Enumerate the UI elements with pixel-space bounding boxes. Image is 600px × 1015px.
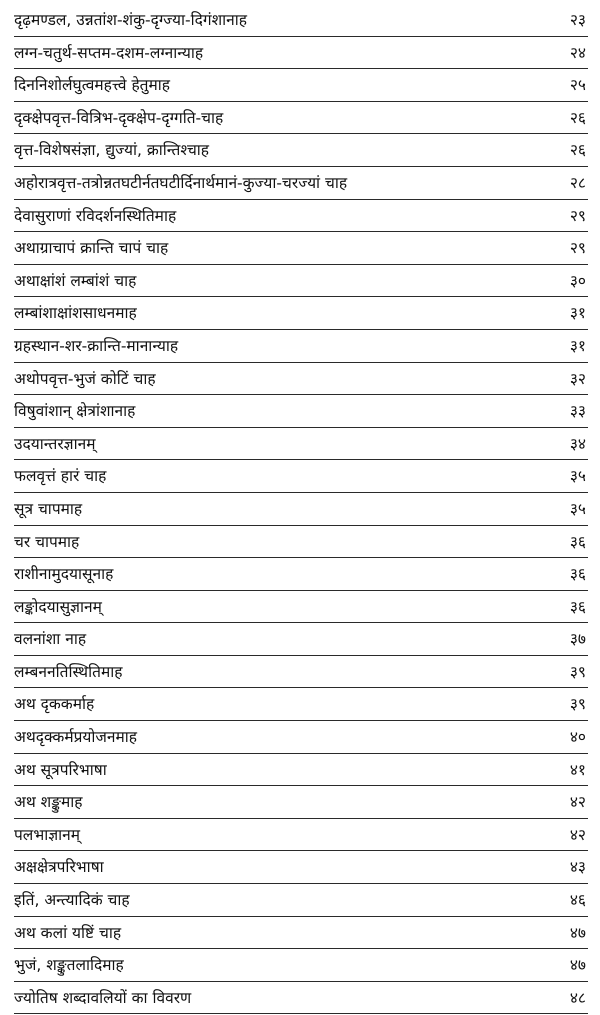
row-divider <box>14 199 588 200</box>
toc-entry-page-number: ३९ <box>569 662 586 681</box>
toc-entry <box>0 429 600 462</box>
row-divider <box>14 1013 588 1014</box>
toc-entry-title: अक्षक्षेत्रपरिभाषा <box>14 858 104 877</box>
toc-entry-title: चर चापमाह <box>14 532 80 551</box>
toc-entry-page-number: ३६ <box>569 565 586 584</box>
toc-entry <box>0 689 600 722</box>
toc-entry-title: ज्योतिष शब्दावलियों का विवरण <box>14 988 192 1007</box>
toc-entry-title: अथ सूत्रपरिभाषा <box>14 760 107 779</box>
row-divider <box>14 166 588 167</box>
row-divider <box>14 36 588 37</box>
toc-entry-title: लङ्कोदयासुज्ञानम् <box>14 597 102 616</box>
row-divider <box>14 818 588 819</box>
row-divider <box>14 916 588 917</box>
toc-entry-title: अथ कलां यष्टिं चाह <box>14 923 122 942</box>
toc-entry-title: दृढ़मण्डल, उन्नतांश-शंकु-दृग्ज्या-दिगंशानाह <box>14 11 248 29</box>
toc-entry-title: अथोपवृत्त-भुजं कोटिं चाह <box>14 369 156 388</box>
toc-entry <box>0 103 600 136</box>
toc-entry <box>0 38 600 71</box>
toc-entry-title: भुजं, शङ्कुतलादिमाह <box>14 956 124 975</box>
toc-entry-page-number: ३५ <box>569 467 586 486</box>
toc-entry <box>0 396 600 429</box>
toc-entry <box>0 527 600 560</box>
toc-entry <box>0 657 600 690</box>
toc-entry-page-number: ४१ <box>569 760 586 779</box>
toc-entry-page-number: २६ <box>569 108 586 127</box>
toc-entry-page-number: ४८ <box>569 988 586 1007</box>
toc-entry-title: लम्बननतिस्थितिमाह <box>14 662 123 681</box>
toc-entry-title: फलवृत्तं हारं चाह <box>14 467 107 486</box>
row-divider <box>14 459 588 460</box>
toc-entry-page-number: ४७ <box>569 956 586 975</box>
toc-entry-page-number: २६ <box>569 141 586 160</box>
row-divider <box>14 622 588 623</box>
row-divider <box>14 362 588 363</box>
toc-entry-page-number: २३ <box>569 11 586 29</box>
toc-entry-title: अथाक्षांशं लम्बांशं चाह <box>14 271 137 290</box>
row-divider <box>14 557 588 558</box>
row-divider <box>14 883 588 884</box>
table-of-contents <box>0 5 600 1015</box>
toc-entry-page-number: ३० <box>569 271 586 290</box>
row-divider <box>14 264 588 265</box>
toc-entry-page-number: २४ <box>569 43 586 62</box>
row-divider <box>14 981 588 982</box>
toc-entry-title: पलभाज्ञानम् <box>14 825 81 844</box>
toc-entry-title: अथ शङ्कुमाह <box>14 793 83 812</box>
toc-entry-page-number: ४७ <box>569 923 586 942</box>
toc-entry-page-number: ३६ <box>569 597 586 616</box>
toc-entry-page-number: २९ <box>569 239 586 258</box>
row-divider <box>14 329 588 330</box>
toc-entry <box>0 135 600 168</box>
toc-entry-page-number: ४२ <box>569 825 586 844</box>
row-divider <box>14 948 588 949</box>
toc-entry <box>0 852 600 885</box>
toc-entry-page-number: ३५ <box>569 499 586 518</box>
toc-entry-title: इतिं, अन्त्यादिकं चाह <box>14 891 130 910</box>
toc-entry <box>0 820 600 853</box>
toc-entry-title: अथदृक्कर्मप्रयोजनमाह <box>14 728 138 747</box>
toc-entry-title: ग्रहस्थान-शर-क्रान्ति-मानान्याह <box>14 336 179 355</box>
toc-entry <box>0 592 600 625</box>
toc-entry <box>0 233 600 266</box>
toc-entry-page-number: ३७ <box>569 630 586 649</box>
toc-entry-title: वलनांशा नाह <box>14 630 87 649</box>
toc-entry-page-number: २५ <box>569 76 586 95</box>
row-divider <box>14 655 588 656</box>
row-divider <box>14 687 588 688</box>
toc-entry-page-number: ३१ <box>569 336 586 355</box>
toc-entry <box>0 364 600 397</box>
row-divider <box>14 133 588 134</box>
toc-entry <box>0 918 600 951</box>
toc-entry <box>0 983 600 1015</box>
toc-entry-page-number: ३९ <box>569 695 586 714</box>
toc-entry <box>0 168 600 201</box>
toc-entry-page-number: ३४ <box>569 434 586 453</box>
toc-entry-title: विषुवांशान् क्षेत्रांशानाह <box>14 402 136 421</box>
row-divider <box>14 68 588 69</box>
row-divider <box>14 296 588 297</box>
toc-entry <box>0 266 600 299</box>
toc-entry-page-number: ४० <box>569 728 586 747</box>
toc-entry <box>0 461 600 494</box>
toc-entry <box>0 201 600 234</box>
toc-entry-title: दिननिशोर्लघुत्वमहत्त्वे हेतुमाह <box>14 76 171 95</box>
toc-entry-page-number: ४३ <box>569 858 586 877</box>
toc-entry-title: दृक्क्षेपवृत्त-वित्रिभ-दृक्क्षेप-दृग्गति-चाह <box>14 108 224 127</box>
toc-entry <box>0 722 600 755</box>
toc-entry <box>0 559 600 592</box>
row-divider <box>14 101 588 102</box>
toc-entry-page-number: ४२ <box>569 793 586 812</box>
toc-entry <box>0 70 600 103</box>
toc-entry-title: वृत्त-विशेषसंज्ञा, द्युज्यां, क्रान्तिश्चाह <box>14 141 210 160</box>
row-divider <box>14 525 588 526</box>
row-divider <box>14 231 588 232</box>
row-divider <box>14 590 588 591</box>
row-divider <box>14 427 588 428</box>
toc-entry-title: देवासुराणां रविदर्शनस्थितिमाह <box>14 206 177 225</box>
toc-entry-title: लम्बांशाक्षांशसाधनमाह <box>14 304 137 323</box>
toc-entry-page-number: २८ <box>569 173 586 192</box>
row-divider <box>14 753 588 754</box>
toc-entry <box>0 331 600 364</box>
toc-entry-page-number: ३२ <box>569 369 586 388</box>
toc-entry-page-number: ३६ <box>569 532 586 551</box>
toc-entry-title: अथ दृककर्माह <box>14 695 95 714</box>
toc-entry-page-number: ३३ <box>569 402 586 421</box>
toc-entry <box>0 950 600 983</box>
toc-entry-title: अहोरात्रवृत्त-तत्रोन्नतघटीर्नतघटीर्दिनार्थमानं-कुज्या-चरज्यां चाह <box>14 173 348 192</box>
toc-entry <box>0 755 600 788</box>
toc-entry-page-number: ३१ <box>569 304 586 323</box>
toc-entry-page-number: २९ <box>569 206 586 225</box>
toc-entry-title: उदयान्तरज्ञानम् <box>14 434 96 453</box>
row-divider <box>14 785 588 786</box>
toc-entry-title: राशीनामुदयासूनाह <box>14 565 114 584</box>
toc-entry <box>0 5 600 38</box>
row-divider <box>14 720 588 721</box>
toc-entry <box>0 494 600 527</box>
toc-entry <box>0 885 600 918</box>
toc-entry-page-number: ४६ <box>569 891 586 910</box>
row-divider <box>14 850 588 851</box>
row-divider <box>14 394 588 395</box>
toc-entry <box>0 787 600 820</box>
toc-entry-title: लग्न-चतुर्थ-सप्तम-दशम-लग्नान्याह <box>14 43 204 62</box>
toc-entry <box>0 298 600 331</box>
toc-entry <box>0 624 600 657</box>
toc-entry-title: सूत्र चापमाह <box>14 499 83 518</box>
row-divider <box>14 492 588 493</box>
toc-entry-title: अथाग्राचापं क्रान्ति चापं चाह <box>14 239 169 258</box>
